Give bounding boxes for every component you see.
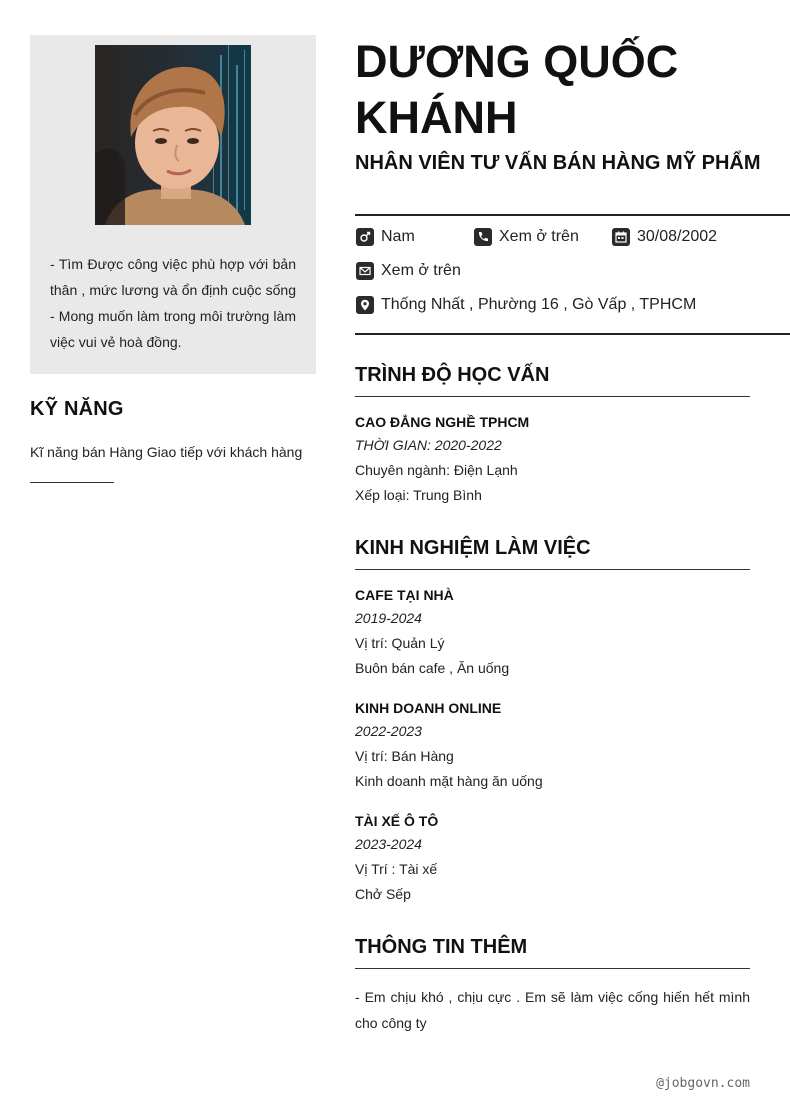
phone-info — [474, 228, 579, 246]
job-title: NHÂN VIÊN TƯ VẤN BÁN HÀNG MỸ PHẨM — [355, 152, 761, 174]
skills-heading: KỸ NĂNG — [30, 398, 124, 420]
company-name: CAFE TẠI NHÀ — [355, 587, 454, 603]
experience-description: Buôn bán cafe , Ăn uống — [355, 660, 510, 676]
education-major: Chuyên ngành: Điện Lạnh — [355, 462, 518, 478]
address-value: Thống Nhất , Phường 16 , Gò Vấp , TPHCM — [381, 296, 697, 313]
address-info — [356, 296, 696, 314]
additional-info-text: - Em chịu khó , chịu cực . Em sẽ làm việc cống hiến hết mình cho công ty — [355, 989, 750, 1031]
avatar — [95, 45, 251, 225]
phone-icon — [474, 228, 492, 246]
calendar-icon — [612, 228, 630, 246]
education-divider — [355, 396, 750, 397]
profile-photo — [95, 45, 251, 225]
experience-position: Vị Trí : Tài xế — [355, 861, 438, 877]
email-value: Xem ở trên — [381, 262, 461, 279]
experience-divider — [355, 569, 750, 570]
contact-top-divider — [355, 214, 790, 216]
experience-entry — [355, 812, 750, 903]
experience-time: 2023-2024 — [355, 836, 422, 852]
experience-time: 2022-2023 — [355, 723, 422, 739]
location-pin-icon — [356, 296, 374, 314]
email-info — [356, 262, 461, 280]
school-name: CAO ĐẲNG NGHỀ TPHCM — [355, 414, 530, 430]
experience-position: Vị trí: Quản Lý — [355, 635, 445, 651]
company-name: KINH DOANH ONLINE — [355, 700, 502, 716]
gender-icon — [356, 228, 374, 246]
company-name: TÀI XẾ Ô TÔ — [355, 813, 439, 829]
experience-time: 2019-2024 — [355, 610, 422, 626]
phone-value: Xem ở trên — [499, 228, 579, 245]
birthday-info — [612, 228, 717, 246]
gender-info — [356, 228, 415, 246]
left-panel — [30, 35, 316, 374]
candidate-name: DƯƠNG QUỐC KHÁNH — [355, 36, 679, 143]
gender-value: Nam — [381, 228, 415, 245]
contact-bottom-divider — [355, 333, 790, 335]
additional-info-divider — [355, 968, 750, 969]
education-entry — [355, 413, 750, 504]
experience-heading: KINH NGHIỆM LÀM VIỆC — [355, 537, 591, 559]
experience-position: Vị trí: Bán Hàng — [355, 748, 454, 764]
experience-entry — [355, 586, 750, 677]
education-grade: Xếp loại: Trung Bình — [355, 487, 482, 503]
experience-entry — [355, 699, 750, 790]
career-objective: - Tìm Được công việc phù hợp với bản thân , mức lương và ổn định cuộc sống - Mong muốn làm trong môi trường làm việc vui vẻ hoà đồng. — [50, 256, 296, 350]
education-time: THỜI GIAN: 2020-2022 — [355, 437, 502, 453]
experience-description: Kinh doanh mặt hàng ăn uống — [355, 773, 543, 789]
experience-description: Chở Sếp — [355, 886, 411, 902]
birthday-value: 30/08/2002 — [637, 228, 718, 245]
additional-info-heading: THÔNG TIN THÊM — [355, 936, 528, 958]
education-heading: TRÌNH ĐỘ HỌC VẤN — [355, 364, 550, 386]
skills-text: Kĩ năng bán Hàng Giao tiếp với khách hàng — [30, 444, 303, 460]
site-watermark: @jobgovn.com — [656, 1076, 750, 1091]
envelope-icon — [356, 262, 374, 280]
skills-divider — [30, 482, 114, 483]
